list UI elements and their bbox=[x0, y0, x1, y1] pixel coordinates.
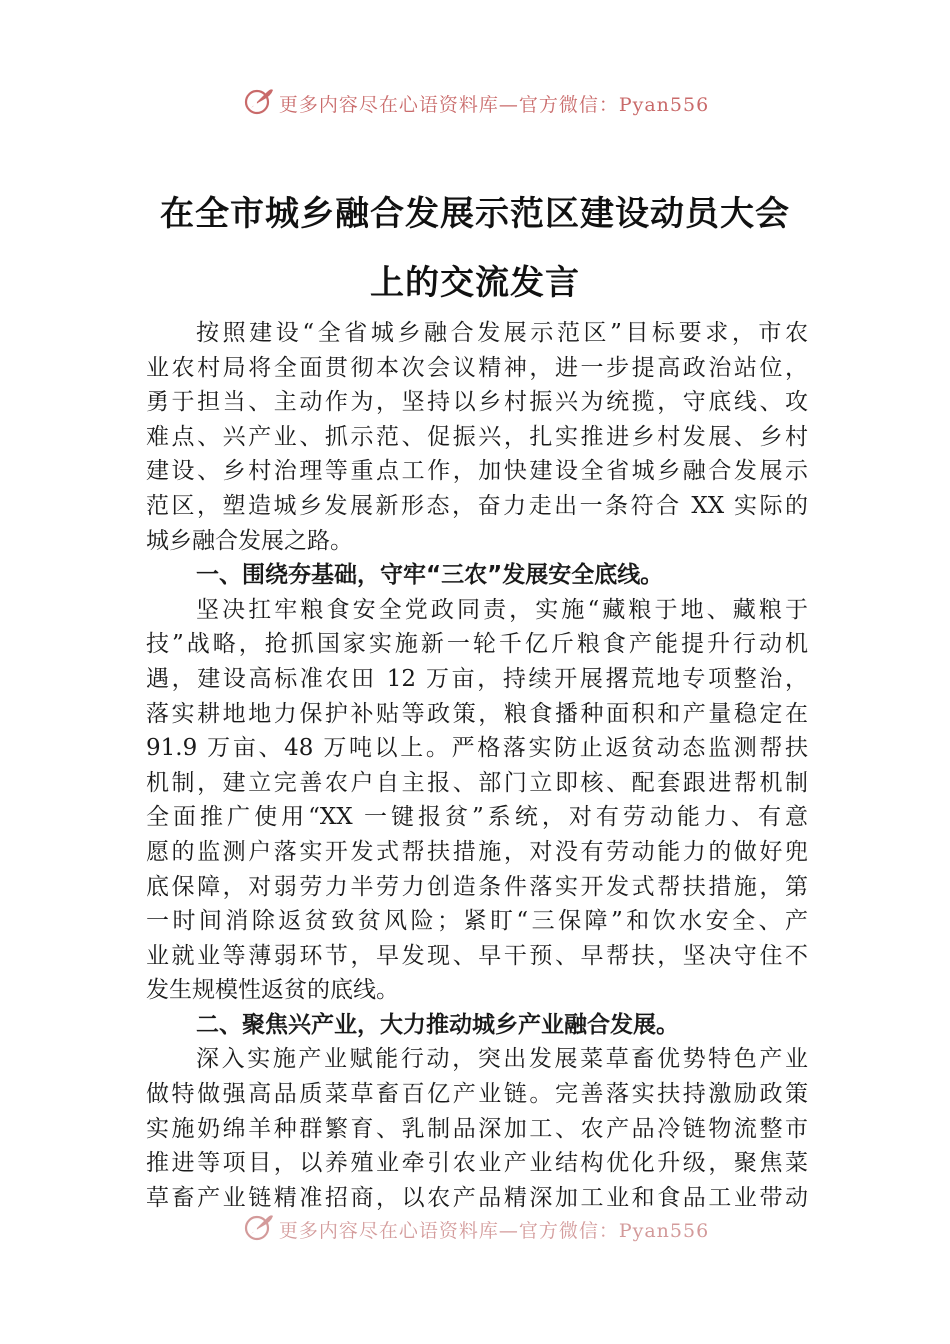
body-line: 勇于担当、主动作为，坚持以乡村振兴为统揽，守底线、攻 bbox=[146, 389, 808, 416]
body-line: 草畜产业链精准招商，以农产品精深加工业和食品工业带动 bbox=[146, 1184, 808, 1211]
body-line: 遇，建设高标准农田 12 万亩，持续开展撂荒地专项整治， bbox=[146, 665, 808, 692]
body-line: 做特做强高品质菜草畜百亿产业链。完善落实扶持激励政策 bbox=[146, 1081, 808, 1108]
body-line: 业就业等薄弱环节，早发现、早干预、早帮扶，坚决守住不 bbox=[146, 942, 808, 969]
document-title-line-1: 在全市城乡融合发展示范区建设动员大会 bbox=[160, 194, 790, 234]
body-line: 底保障，对弱劳力半劳力创造条件落实开发式帮扶措施，第 bbox=[146, 873, 808, 900]
body-line: 坚决扛牢粮食安全党政同责，实施“藏粮于地、藏粮于 bbox=[196, 596, 808, 623]
document-body bbox=[146, 316, 808, 1215]
document-title-line-2: 上的交流发言 bbox=[370, 263, 580, 303]
section-heading-2: 二、聚焦兴产业，大力推动城乡产业融合发展。 bbox=[196, 1011, 679, 1038]
body-line: 实施奶绵羊种群繁育、乳制品深加工、农产品冷链物流整市 bbox=[146, 1115, 808, 1142]
body-line: 91.9 万亩、48 万吨以上。严格落实防止返贫动态监测帮扶 bbox=[146, 735, 808, 762]
body-line: 发生规模性返贫的底线。 bbox=[146, 977, 399, 1004]
watermark-top bbox=[0, 86, 950, 121]
body-line: 落实耕地地力保护补贴等政策，粮食播种面积和产量稳定在 bbox=[146, 700, 808, 727]
watermark-bottom bbox=[0, 1212, 950, 1247]
section-heading-1: 一、围绕夯基础，守牢“三农”发展安全底线。 bbox=[196, 562, 664, 589]
feather-logo-icon bbox=[241, 86, 275, 121]
body-line: 按照建设“全省城乡融合发展示范区”目标要求，市农 bbox=[196, 320, 808, 346]
body-line: 范区，塑造城乡发展新形态，奋力走出一条符合 XX 实际的 bbox=[146, 492, 808, 519]
body-line: 建设、乡村治理等重点工作，加快建设全省城乡融合发展示 bbox=[146, 458, 808, 485]
body-line: 愿的监测户落实开发式帮扶措施，对没有劳动能力的做好兜 bbox=[146, 838, 808, 865]
feather-logo-icon bbox=[241, 1212, 275, 1247]
watermark-bottom-text: 更多内容尽在心语资料库—官方微信：Pyan556 bbox=[278, 1220, 710, 1242]
body-line: 机制，建立完善农户自主报、部门立即核、配套跟进帮机制 bbox=[146, 769, 808, 796]
body-line: 城乡融合发展之路。 bbox=[146, 527, 353, 554]
body-line: 推进等项目，以养殖业牵引农业产业结构优化升级，聚焦菜 bbox=[146, 1150, 808, 1177]
body-line: 深入实施产业赋能行动，突出发展菜草畜优势特色产业 bbox=[196, 1046, 808, 1073]
body-line: 全面推广使用“XX 一键报贫”系统，对有劳动能力、有意 bbox=[146, 804, 808, 831]
body-line: 难点、兴产业、抓示范、促振兴，扎实推进乡村发展、乡村 bbox=[146, 423, 808, 450]
watermark-top-text: 更多内容尽在心语资料库—官方微信：Pyan556 bbox=[278, 94, 710, 116]
body-line: 业农村局将全面贯彻本次会议精神，进一步提高政治站位， bbox=[146, 354, 808, 381]
body-line: 技”战略，抢抓国家实施新一轮千亿斤粮食产能提升行动机 bbox=[146, 631, 808, 658]
body-line: 一时间消除返贫致贫风险；紧盯“三保障”和饮水安全、产 bbox=[146, 908, 808, 935]
